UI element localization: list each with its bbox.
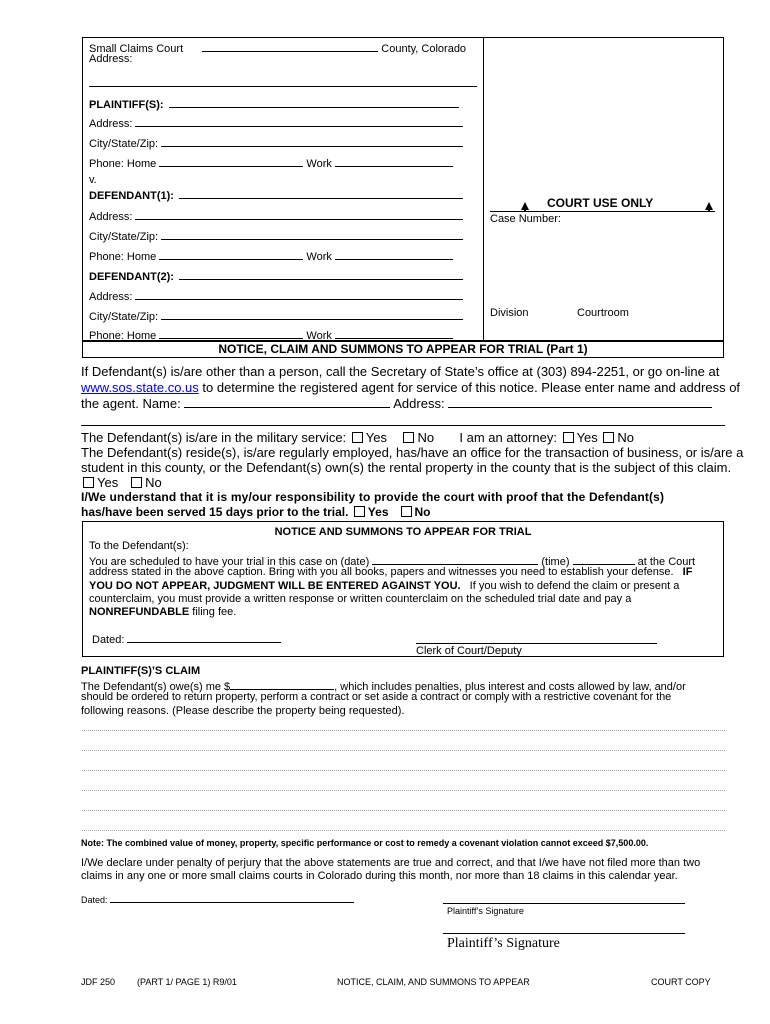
trial-time-field[interactable] [573,553,635,565]
proof-no-checkbox[interactable] [401,506,412,517]
defendant1-city-field[interactable] [161,228,463,240]
plaintiffs-label: PLAINTIFF(S): [89,99,164,111]
defendant2-label: DEFENDANT(2): [89,271,174,283]
trial-date-label: You are scheduled to have your trial in this case on (date) [89,556,370,568]
defendant1-address-field[interactable] [135,208,463,220]
defendant2-address-line [89,288,463,303]
nonrefundable: NONREFUNDABLE [89,606,190,618]
residence-yes-label: Yes [97,475,119,490]
attorney-yes-label: Yes [576,430,598,445]
claim-amount-field[interactable] [230,678,334,690]
court-label: Small Claims Court [89,43,184,55]
sign-dated-line [81,894,354,905]
defendant2-city-line [89,308,463,323]
residence-line2: student in this county, or the Defendant(s) own(s) the rental property in the county that is the subject of this claim. [81,460,732,475]
defendant2-address-label: Address: [89,291,133,303]
defendant1-line [89,187,463,202]
plaintiff-name-field[interactable] [169,96,459,108]
agent-address-field[interactable] [448,396,712,408]
notice-text3: If you wish to defend the claim or present a [469,580,680,592]
defendant1-work-phone-field[interactable] [335,248,453,260]
residence-no-checkbox[interactable] [131,477,142,488]
plaintiff-address-field[interactable] [135,115,463,127]
notice-dated-label: Dated: [92,634,125,646]
form-title: NOTICE, CLAIM AND SUMMONS TO APPEAR FOR TRIAL (Part 1) [218,342,588,356]
proof-line2 [81,505,431,519]
footer-copy: COURT COPY [651,977,711,987]
residence-yes-checkbox[interactable] [83,477,94,488]
claim-reason-line[interactable] [82,730,725,731]
plaintiff-phone-line [89,155,453,170]
notice-dated-line [92,631,281,646]
sign-dated-field[interactable] [110,894,354,903]
claim-amount-label: The Defendant(s) owe(s) me $ [81,681,231,693]
footer-part: (PART 1/ PAGE 1) R9/01 [137,977,237,987]
plaintiff-signature-label-2: Plaintiff’s Signature [447,936,560,951]
agent-name-field[interactable] [184,396,390,408]
court-use-only-label: COURT USE ONLY [547,196,654,210]
sign-dated-label: Dated: [81,895,108,905]
defendant2-city-field[interactable] [161,308,463,320]
county-field[interactable] [202,40,378,52]
intro-line3 [81,396,712,411]
plaintiff-work-label: Work [306,158,332,170]
claim-reason-line[interactable] [82,750,725,751]
proof-no-label: No [414,505,431,519]
plaintiff-phone-label: Phone: Home [89,158,157,170]
military-label: The Defendant(s) is/are in the military service: [81,430,347,445]
claim-text1: , which includes penalties, plus interest and costs allowed by law, and/or [334,681,686,693]
defendant2-line [89,268,463,283]
division-label: Division [490,307,529,319]
proof-line1: I/We understand that it is my/our responsibility to provide the court with proof that the Defendant(s) [81,490,665,504]
proof-text: has/have been served 15 days prior to the trial. [81,505,349,519]
footer-title: NOTICE, CLAIM, AND SUMMONS TO APPEAR [337,977,530,987]
claim-reason-line[interactable] [82,810,725,811]
sos-link[interactable]: www.sos.state.co.us [81,380,199,395]
versus-label: v. [89,174,97,186]
claim-line3: following reasons. (Please describe the property being requested). [81,705,405,717]
plaintiff-signature-label: Plaintiff’s Signature [447,906,524,916]
military-yes-checkbox[interactable] [352,432,363,443]
intro-text2: to determine the registered agent for service of this notice. Please enter name and address of [198,380,741,395]
agent-address-label: Address: [393,396,445,411]
court-use-rule [490,211,715,212]
intro-line1 [81,364,726,379]
defendant2-phone-label: Phone: Home [89,330,157,342]
military-yes-label: Yes [365,430,387,445]
declare-line2: claims in any one or more small claims courts in Colorado during this month, nor more than 18 claims in this calendar year. [81,870,678,882]
note: Note: The combined value of money, property, specific performance or cost to remedy a covenant violation cannot exceed $7,500.00. [81,838,649,848]
military-line [81,430,634,445]
defendant1-home-phone-field[interactable] [159,248,303,260]
defendant2-address-field[interactable] [135,288,463,300]
trial-time-label: (time) [541,556,570,568]
defendant1-name-field[interactable] [179,187,463,199]
trial-date-field[interactable] [372,553,538,565]
defendant2-city-label: City/State/Zip: [89,311,159,323]
claim-heading: PLAINTIFF(S)’S CLAIM [81,665,201,677]
defendant1-phone-label: Phone: Home [89,251,157,263]
defendant2-work-phone-field[interactable] [335,327,453,339]
notice-line3 [89,580,679,592]
up-arrow-icon [705,202,713,210]
at-court-label: at the Court [637,556,696,568]
plaintiff-signature-field[interactable] [443,903,685,904]
plaintiff-address-line [89,115,463,130]
proof-yes-checkbox[interactable] [354,506,365,517]
defendant2-phone-line [89,327,453,342]
claim-reason-line[interactable] [82,790,725,791]
intro-line2 [81,380,740,395]
notice-warning: YOU DO NOT APPEAR, JUDGMENT WILL BE ENTERED AGAINST YOU. [89,580,461,592]
notice-title: NOTICE AND SUMMONS TO APPEAR FOR TRIAL [274,526,532,538]
proof-yes-label: Yes [367,505,389,519]
attorney-yes-checkbox[interactable] [563,432,574,443]
caption-divider [483,37,484,341]
plaintiff-work-phone-field[interactable] [335,155,453,167]
claim-reason-line[interactable] [82,830,725,831]
defendant1-address-label: Address: [89,211,133,223]
defendant1-city-label: City/State/Zip: [89,231,159,243]
footer-form-id: JDF 250 [81,977,116,987]
agent-address-field-2[interactable] [81,425,725,426]
residence-line1: The Defendant(s) reside(s), is/are regularly employed, has/have an office for the transaction of business, or is/are a [81,445,744,460]
plaintiff-city-label: City/State/Zip: [89,138,159,150]
military-no-checkbox[interactable] [403,432,414,443]
courtroom-label: Courtroom [577,307,629,319]
intro-text: If Defendant(s) is/are other than a person, call the Secretary of State’s office at (303) 894-2251, or go on-line at [81,364,720,379]
clerk-label: Clerk of Court/Deputy [416,645,522,657]
defendant2-work-label: Work [306,330,332,342]
plaintiff-home-phone-field[interactable] [159,155,303,167]
notice-dated-field[interactable] [127,631,281,643]
defendant2-name-field[interactable] [179,268,463,280]
defendant1-work-label: Work [306,251,332,263]
plaintiff-city-field[interactable] [161,135,463,147]
court-line [89,40,466,55]
court-address-field[interactable] [89,86,477,87]
plaintiff-signature-field-2[interactable] [443,933,685,934]
plaintiff-line [89,96,459,111]
notice-text2: address stated in the above caption. Bring with you all books, papers and witnesses you need to establish your defense. [89,566,674,578]
notice-line2 [89,566,692,578]
up-arrow-icon [521,202,529,210]
attorney-no-label: No [617,430,635,445]
defendant1-city-line [89,228,463,243]
attorney-label: I am an attorney: [459,430,557,445]
claim-reason-line[interactable] [82,770,725,771]
plaintiff-city-line [89,135,463,150]
clerk-signature-field[interactable] [416,643,657,644]
military-no-label: No [417,430,435,445]
case-number-label: Case Number: [490,213,561,225]
defendant1-phone-line [89,248,453,263]
notice-line4: counterclaim, you must provide a written response or written counterclaim on the scheduled trial date and pay a [89,593,632,605]
attorney-no-checkbox[interactable] [603,432,614,443]
plaintiff-address-label: Address: [89,118,133,130]
notice-to: To the Defendant(s): [89,540,189,552]
notice-line5 [89,606,236,618]
defendant1-address-line [89,208,463,223]
agent-name-label: the agent. Name: [81,396,181,411]
residence-options [81,475,162,490]
court-address-label: Address: [89,53,133,65]
defendant2-home-phone-field[interactable] [159,327,303,339]
claim-line2: should be ordered to return property, perform a contract or set aside a contract or comply with a restrictive covenant for the [81,691,672,703]
residence-no-label: No [145,475,162,490]
notice-if: IF [682,566,693,578]
county-label: County, Colorado [381,43,467,55]
filing-fee: filing fee. [189,606,237,618]
defendant1-label: DEFENDANT(1): [89,190,174,202]
declare-line1: I/We declare under penalty of perjury that the above statements are true and correct, and that I/we have not filed more than two [81,857,701,869]
